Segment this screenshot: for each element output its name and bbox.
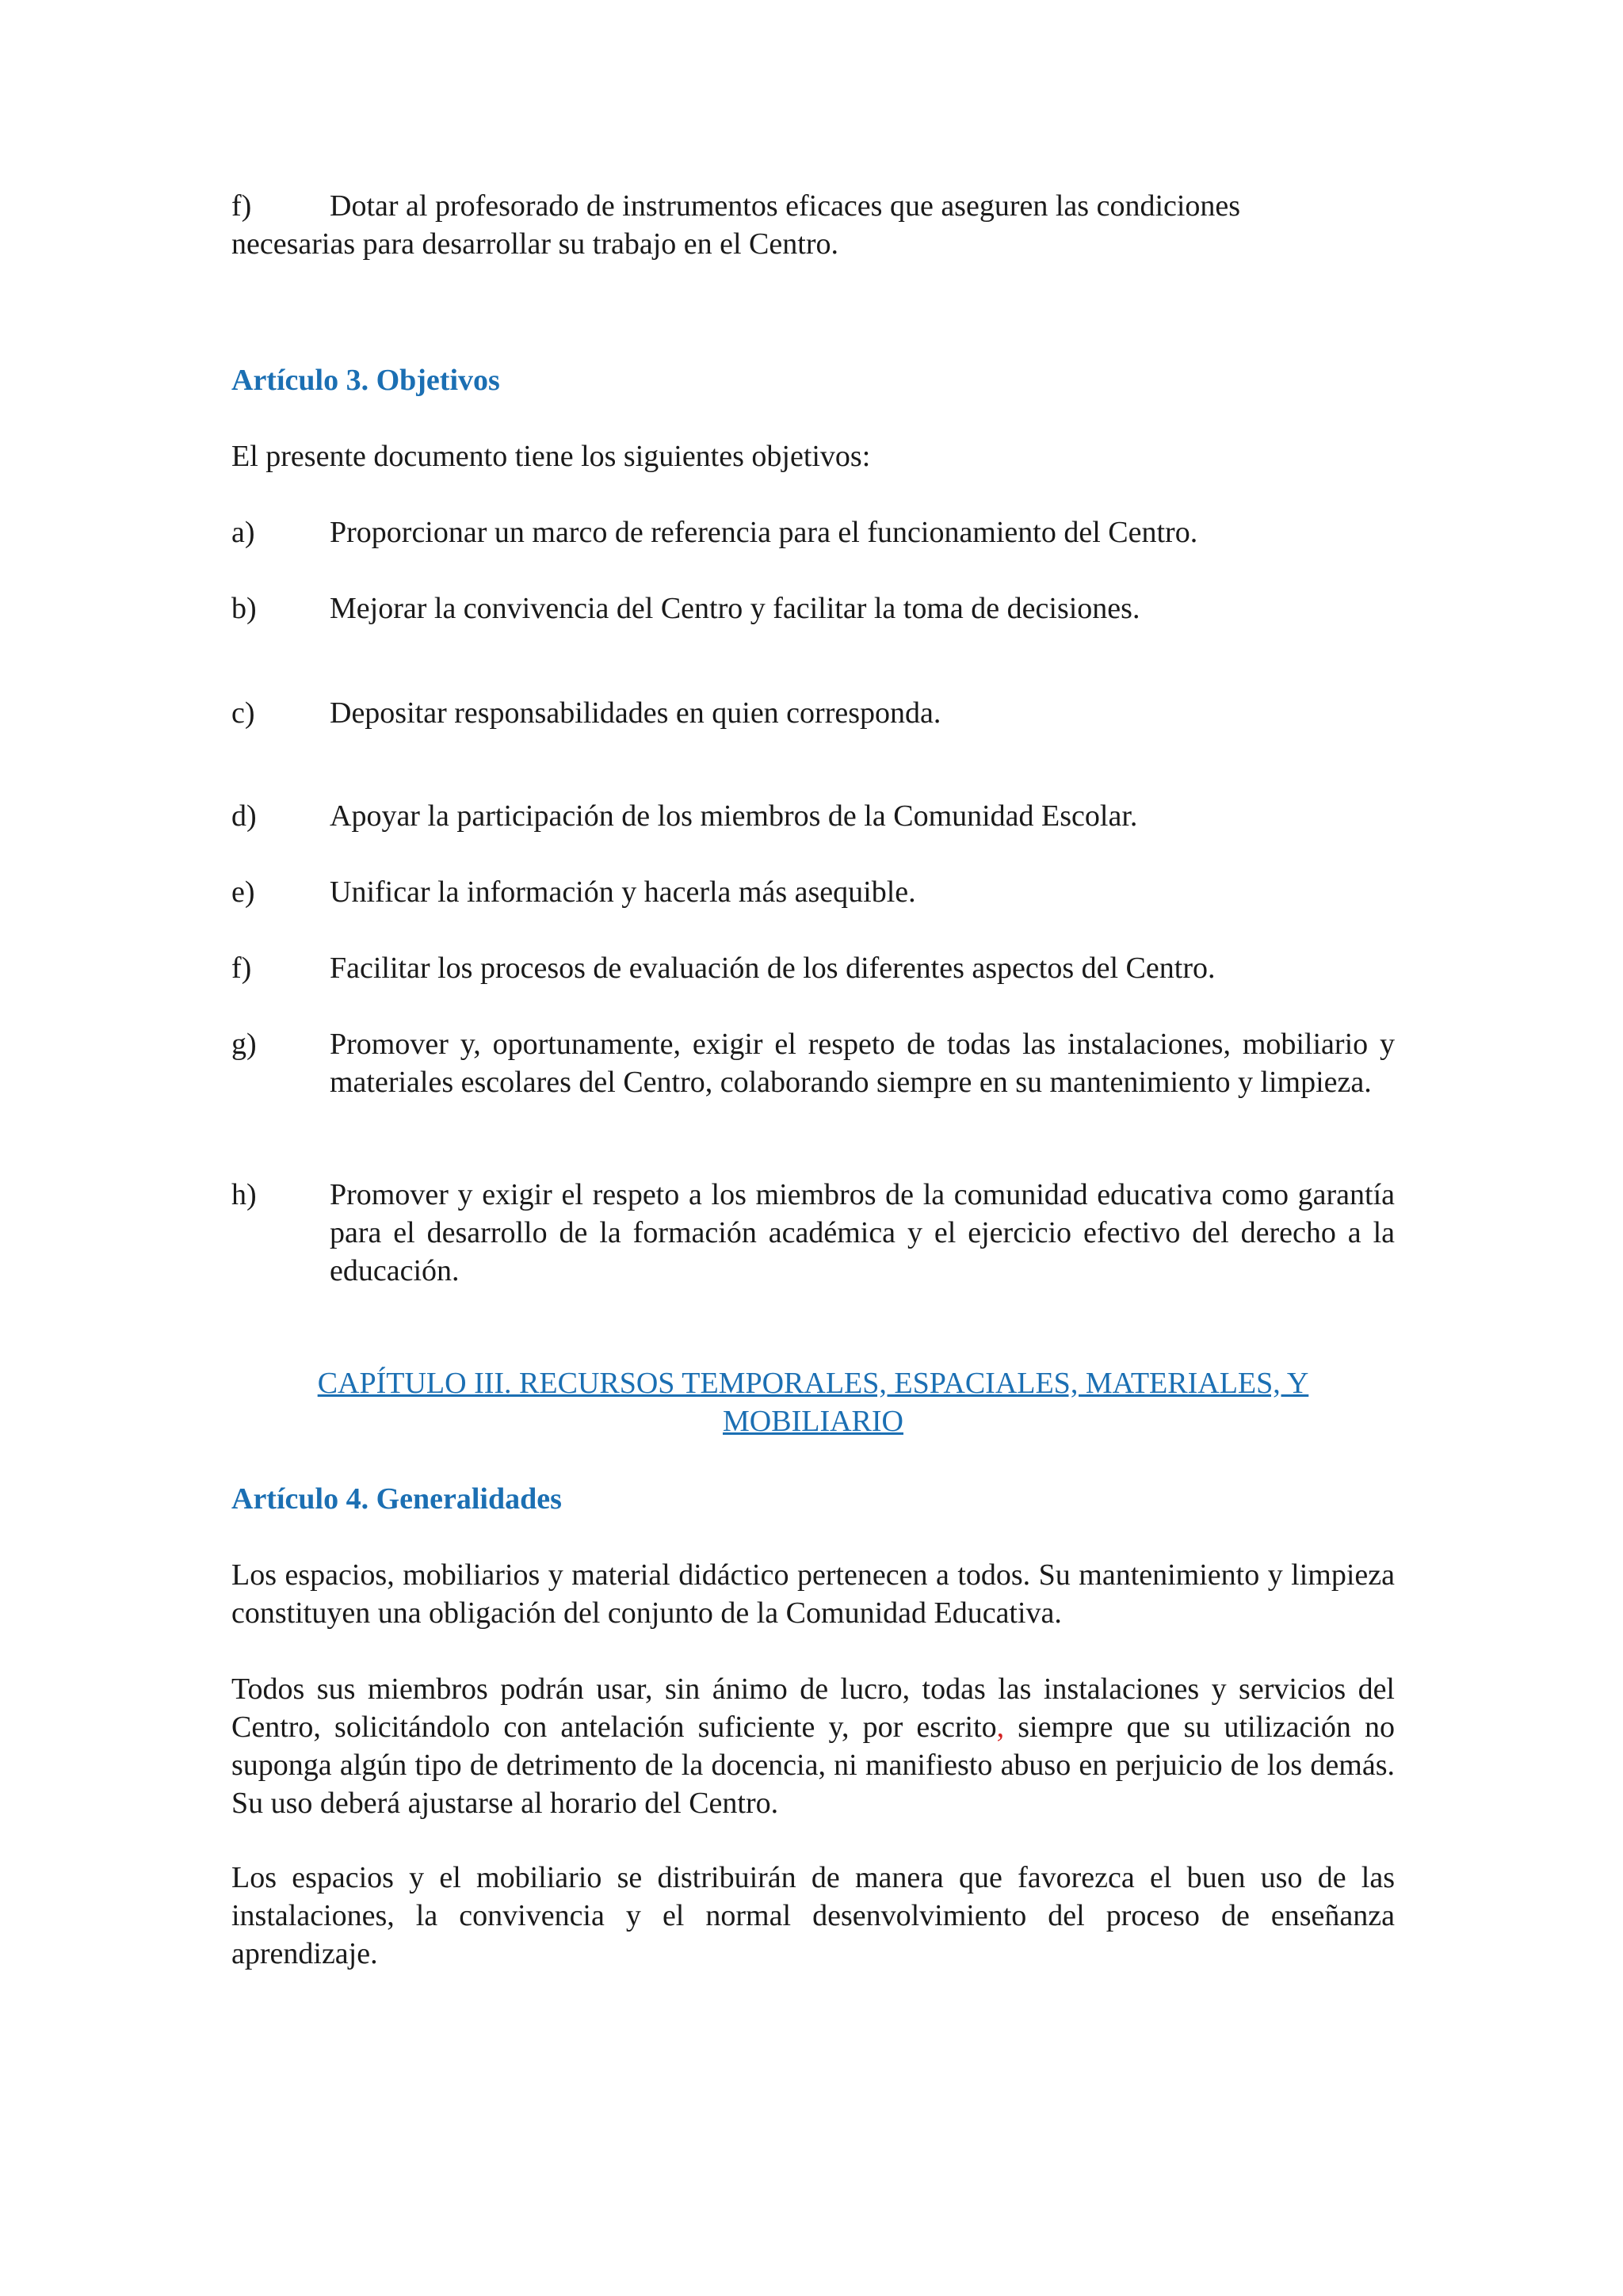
article-3-heading: Artículo 3. Objetivos [231,364,500,397]
item-text: Depositar responsabilidades en quien corresponda. [330,696,941,730]
objective-item-c [231,694,1395,732]
item-text: Dotar al profesorado de instrumentos eficaces que aseguren las condiciones [330,189,1241,223]
article-4-paragraph-3: Los espacios y el mobiliario se distribuirán de manera que favorezca el buen uso de las instalaciones, la convivencia y el normal desenvolvimiento del proceso de enseñanza aprendizaje. [231,1861,1395,1970]
item-text: Apoyar la participación de los miembros de la Comunidad Escolar. [330,799,1138,833]
item-letter: h) [231,1178,257,1211]
objective-item-a [231,513,1395,551]
item-letter: a) [231,516,255,549]
article-3-lead: El presente documento tiene los siguientes objetivos: [231,440,871,473]
item-text: Promover y, oportunamente, exigir el respeto de todas las instalaciones, mobiliario y materiales escolares del Centro, colaborando siempre en su mantenimiento y limpieza. [330,1028,1395,1099]
item-text: Facilitar los procesos de evaluación de los diferentes aspectos del Centro. [330,952,1216,985]
item-text: Proporcionar un marco de referencia para el funcionamiento del Centro. [330,516,1198,549]
intro-item-f-continuation: necesarias para desarrollar su trabajo en el Centro. [231,227,838,261]
red-comma: , [996,1711,1005,1744]
article-4-paragraph-1: Los espacios, mobiliarios y material didáctico pertenecen a todos. Su mantenimiento y limpieza constituyen una obligación del conjunto de la Comunidad Educativa. [231,1558,1395,1630]
objective-item-h [231,1176,1395,1290]
item-letter: d) [231,799,257,833]
item-letter: f) [231,189,252,223]
chapter-3-title-line1: CAPÍTULO III. RECURSOS TEMPORALES, ESPACIALES, MATERIALES, Y [317,1367,1309,1400]
article-4-heading: Artículo 4. Generalidades [231,1482,562,1516]
intro-item-f [231,187,1395,225]
chapter-3-title-line2: MOBILIARIO [723,1405,903,1438]
objective-item-d [231,797,1395,835]
objective-item-g [231,1025,1395,1101]
item-letter: c) [231,696,255,730]
objective-item-b [231,589,1395,627]
item-letter: f) [231,952,252,985]
item-text: Unificar la información y hacerla más asequible. [330,875,916,909]
item-text: Mejorar la convivencia del Centro y facilitar la toma de decisiones. [330,592,1140,625]
objective-item-e [231,873,1395,911]
objective-item-f [231,949,1395,987]
article-4-paragraph-2: Todos sus miembros podrán usar, sin ánimo de lucro, todas las instalaciones y servicios del Centro, solicitándolo con antelación suficiente y, por escrito, siempre que su utilización no suponga algún tipo de detrimento de la docencia, ni manifiesto abuso en perjuicio de los demás. Su uso deberá ajustarse al horario del Centro. [231,1672,1395,1820]
item-letter: e) [231,875,255,909]
item-letter: g) [231,1028,257,1061]
item-text: Promover y exigir el respeto a los miembros de la comunidad educativa como garantía para el desarrollo de la formación académica y el ejercicio efectivo del derecho a la educación. [330,1178,1395,1287]
item-letter: b) [231,592,257,625]
